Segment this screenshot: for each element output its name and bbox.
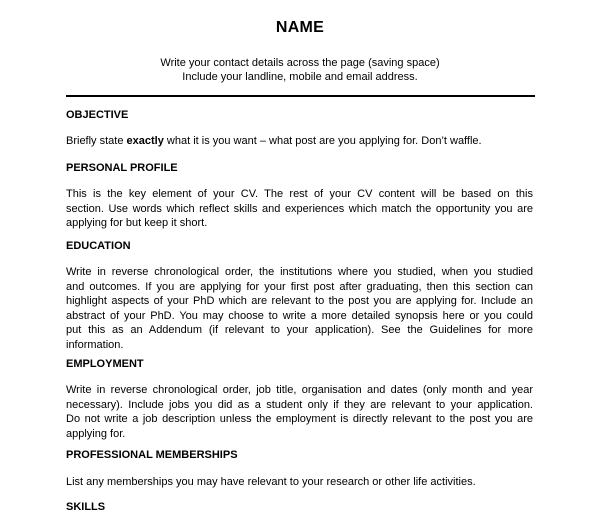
section-title-objective: OBJECTIVE — [66, 109, 129, 121]
section-title-professional-memberships: PROFESSIONAL MEMBERSHIPS — [66, 449, 238, 461]
personal-profile-text — [66, 187, 533, 231]
education-line: put this as an Addendum (if relevant to your application). See the Guidelines for more — [66, 324, 533, 336]
objective-text-bold: exactly — [126, 135, 164, 147]
employment-line: Do not write a job description unless the employment is directly relevant to the post you are — [66, 413, 533, 425]
employment-line: applying for. — [66, 427, 126, 440]
personal-profile-line: applying for but keep it short. — [66, 217, 208, 229]
employment-line: necessary). Include jobs you did as a student only if they are relevant to your application. — [66, 398, 533, 411]
education-line: Write in reverse chronological order, the institutions where you studied, when you studied — [66, 266, 533, 278]
objective-text — [66, 134, 533, 149]
personal-profile-line: section. Use words which reflect skills and experiences which match the opportunity you are — [66, 202, 533, 215]
objective-text-pre: Briefly state — [66, 135, 127, 147]
professional-memberships-text: List any memberships you may have relevant to your research or other life activities. — [66, 476, 476, 488]
header-divider — [66, 95, 535, 97]
objective-text-post: what it is you want – what post are you applying for. Don’t waffle. — [163, 135, 482, 147]
contact-line-1: Write your contact details across the page (saving space) — [160, 57, 440, 69]
personal-profile-line: This is the key element of your CV. The rest of your CV content will be based on this — [66, 188, 533, 200]
education-line: abstract of your PhD. You may choose to write a more detailed synopsis here or you could — [66, 309, 533, 322]
section-title-education: EDUCATION — [66, 240, 131, 252]
employment-text — [66, 383, 533, 441]
employment-line: Write in reverse chronological order, job title, organisation and dates (only month and year — [66, 384, 533, 396]
section-title-employment: EMPLOYMENT — [66, 358, 144, 370]
education-text — [66, 265, 533, 352]
cv-name-heading: NAME — [275, 19, 325, 36]
section-title-skills: SKILLS — [66, 501, 106, 513]
section-title-personal-profile: PERSONAL PROFILE — [66, 162, 178, 174]
education-line: highlight aspects of your PhD which are relevant to the post you are applying for. Include an — [66, 295, 533, 307]
education-line: and outcomes. If you are applying for your first post after graduating, then this section can — [66, 280, 533, 293]
education-line: information. — [66, 338, 124, 351]
contact-line-2: Include your landline, mobile and email address. — [182, 71, 418, 83]
contact-details-instructions — [0, 56, 600, 84]
